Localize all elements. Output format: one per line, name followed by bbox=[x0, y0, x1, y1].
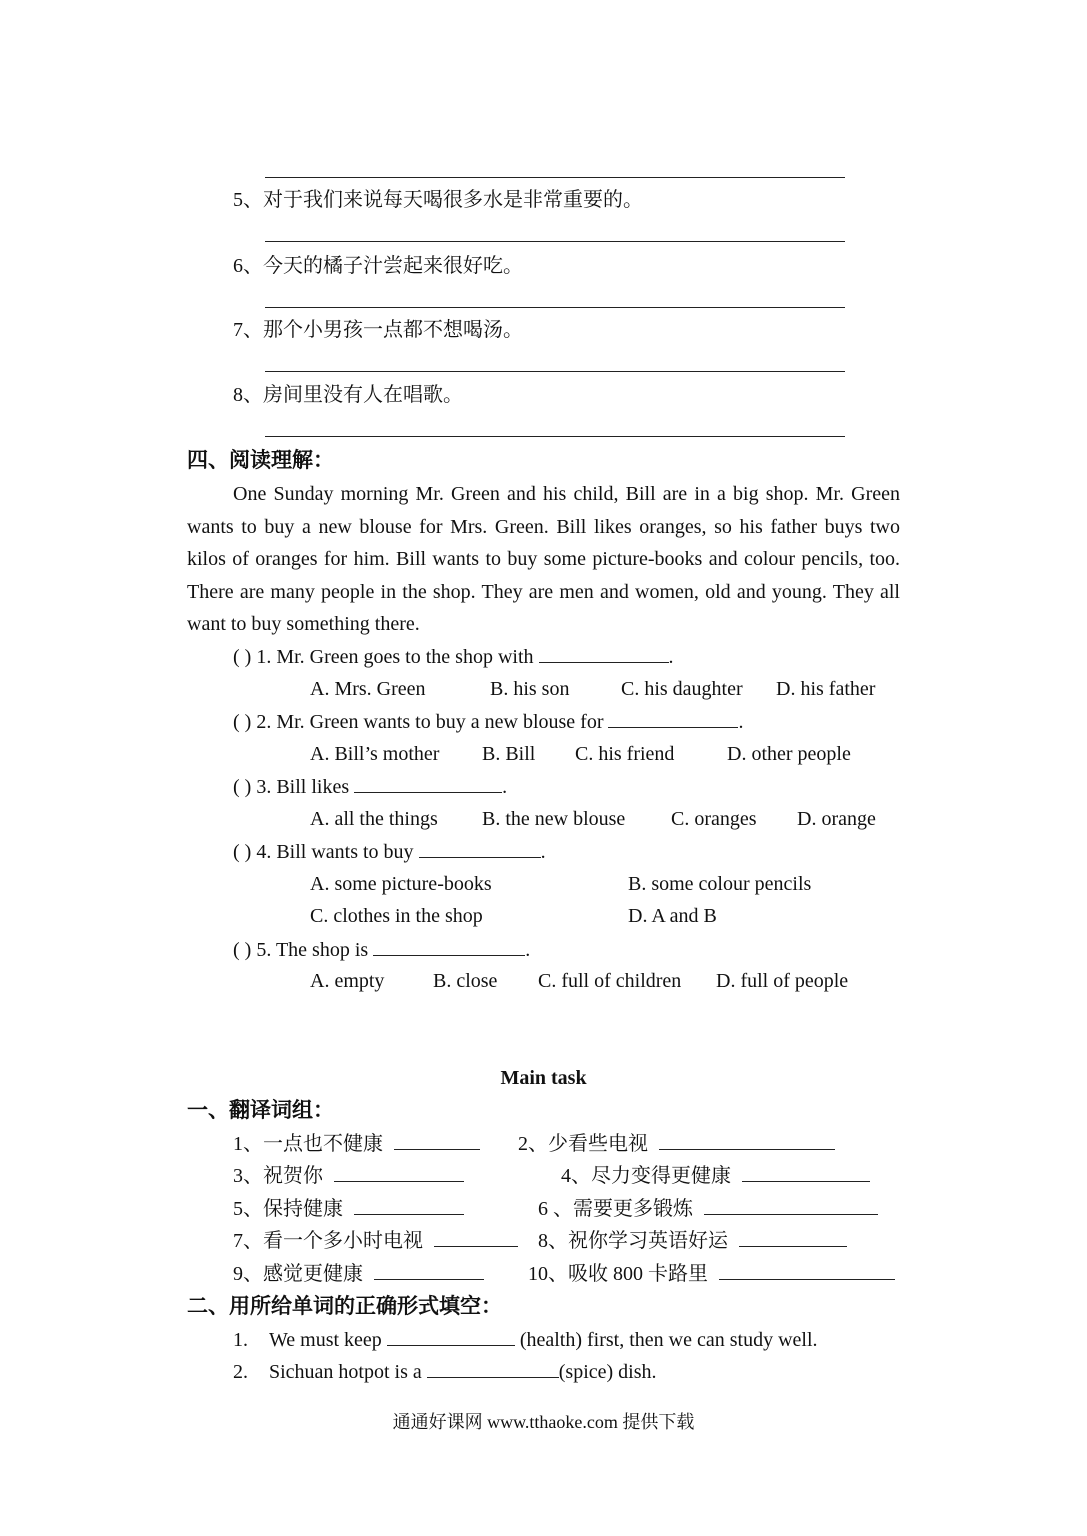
blank-line bbox=[704, 1196, 878, 1215]
phrase-text: 3、祝贺你 bbox=[233, 1165, 323, 1187]
option-3a: A. all the things bbox=[310, 808, 438, 830]
option-3b: B. the new blouse bbox=[482, 808, 626, 830]
item-number: 1. bbox=[233, 1329, 248, 1351]
option-1d: D. his father bbox=[776, 678, 876, 700]
blank-line bbox=[354, 1196, 464, 1215]
phrase-6 bbox=[538, 1196, 878, 1221]
phrase-8 bbox=[538, 1228, 847, 1253]
option-5d: D. full of people bbox=[716, 970, 849, 992]
item-text: Sichuan hotpot is a bbox=[269, 1361, 422, 1383]
option-4d: D. A and B bbox=[628, 905, 717, 927]
translation-item-6: 6、今天的橘子汁尝起来很好吃。 bbox=[233, 255, 523, 277]
phrase-3 bbox=[233, 1163, 464, 1188]
phrase-text: 6 、需要更多锻炼 bbox=[538, 1198, 693, 1220]
question-stem: 4. Bill wants to buy bbox=[256, 841, 414, 863]
item-number: 2. bbox=[233, 1361, 248, 1383]
blank-line bbox=[719, 1261, 895, 1280]
option-5c: C. full of children bbox=[538, 970, 682, 992]
reading-passage bbox=[187, 478, 900, 641]
blank-line bbox=[419, 839, 541, 858]
option-2c: C. his friend bbox=[575, 743, 675, 765]
phrase-7 bbox=[233, 1228, 518, 1253]
phrase-1 bbox=[233, 1131, 480, 1156]
question-4 bbox=[233, 839, 546, 864]
question-stem: 3. Bill likes bbox=[256, 776, 350, 798]
phrase-text: 10、吸收 800 卡路里 bbox=[528, 1263, 708, 1285]
phrase-2 bbox=[518, 1131, 835, 1156]
option-4a: A. some picture-books bbox=[310, 873, 492, 895]
passage-text: One Sunday morning Mr. Green and his child, Bill are in a big shop. Mr. Green wants to buy a new blouse for Mrs. Green. Bill likes oranges, so his father buys two kilos of oranges for him. Bill wants to buy some picture-books and colour pencils, too. There are many people in the shop. They are men and women, old and young. They all want to buy something there. bbox=[187, 483, 900, 636]
blank-line bbox=[608, 709, 738, 728]
section1-heading: 一、翻译词组： bbox=[187, 1098, 334, 1122]
translation-item-5: 5、对于我们来说每天喝很多水是非常重要的。 bbox=[233, 189, 643, 211]
option-5a: A. empty bbox=[310, 970, 385, 992]
answer-line bbox=[265, 436, 845, 437]
answer-line bbox=[265, 371, 845, 372]
answer-line bbox=[265, 307, 845, 308]
question-end: . bbox=[502, 776, 508, 798]
phrase-text: 9、感觉更健康 bbox=[233, 1263, 363, 1285]
phrase-9 bbox=[233, 1261, 484, 1286]
question-stem: 2. Mr. Green wants to buy a new blouse for bbox=[256, 711, 604, 733]
answer-bracket: ( ) bbox=[233, 711, 252, 733]
blank-line bbox=[373, 937, 525, 956]
item-text: (spice) dish. bbox=[558, 1361, 657, 1383]
answer-line bbox=[265, 177, 845, 178]
option-4b: B. some colour pencils bbox=[628, 873, 812, 895]
question-1 bbox=[233, 644, 674, 669]
answer-bracket: ( ) bbox=[233, 841, 252, 863]
fill-item-1 bbox=[233, 1327, 818, 1352]
blank-line bbox=[374, 1261, 484, 1280]
option-5b: B. close bbox=[433, 970, 498, 992]
main-task-title: Main task bbox=[500, 1067, 587, 1089]
phrase-10 bbox=[528, 1261, 895, 1286]
fill-item-2 bbox=[233, 1359, 657, 1384]
answer-bracket: ( ) bbox=[233, 776, 252, 798]
option-3d: D. orange bbox=[797, 808, 876, 830]
blank-line bbox=[334, 1163, 464, 1182]
answer-line bbox=[265, 241, 845, 242]
option-1b: B. his son bbox=[490, 678, 570, 700]
phrase-text: 4、尽力变得更健康 bbox=[561, 1165, 731, 1187]
footer-text: 通通好课网 www.tthaoke.com 提供下载 bbox=[392, 1412, 695, 1432]
answer-bracket: ( ) bbox=[233, 646, 252, 668]
blank-line bbox=[539, 644, 669, 663]
question-3 bbox=[233, 774, 507, 799]
item-text: (health) first, then we can study well. bbox=[519, 1329, 818, 1351]
question-end: . bbox=[525, 939, 531, 961]
question-end: . bbox=[738, 711, 744, 733]
question-2 bbox=[233, 709, 743, 734]
question-end: . bbox=[668, 646, 674, 668]
question-stem: 5. The shop is bbox=[256, 939, 369, 961]
question-end: . bbox=[540, 841, 546, 863]
blank-line bbox=[742, 1163, 870, 1182]
option-2b: B. Bill bbox=[482, 743, 536, 765]
item-text: We must keep bbox=[269, 1329, 382, 1351]
phrase-text: 5、保持健康 bbox=[233, 1198, 343, 1220]
phrase-text: 1、一点也不健康 bbox=[233, 1133, 383, 1155]
blank-line bbox=[659, 1131, 835, 1150]
phrase-text: 7、看一个多小时电视 bbox=[233, 1230, 423, 1252]
phrase-text: 8、祝你学习英语好运 bbox=[538, 1230, 728, 1252]
phrase-text: 2、少看些电视 bbox=[518, 1133, 648, 1155]
phrase-4 bbox=[561, 1163, 870, 1188]
option-1a: A. Mrs. Green bbox=[310, 678, 426, 700]
section2-heading: 二、用所给单词的正确形式填空： bbox=[187, 1294, 502, 1318]
blank-line bbox=[434, 1228, 518, 1247]
phrase-5 bbox=[233, 1196, 464, 1221]
blank-line bbox=[739, 1228, 847, 1247]
blank-line bbox=[354, 774, 502, 793]
translation-item-7: 7、那个小男孩一点都不想喝汤。 bbox=[233, 319, 523, 341]
question-5 bbox=[233, 937, 530, 962]
question-stem: 1. Mr. Green goes to the shop with bbox=[256, 646, 534, 668]
option-1c: C. his daughter bbox=[621, 678, 743, 700]
reading-heading: 四、阅读理解： bbox=[187, 448, 334, 472]
blank-line bbox=[427, 1359, 559, 1378]
option-2d: D. other people bbox=[727, 743, 851, 765]
option-2a: A. Bill’s mother bbox=[310, 743, 440, 765]
blank-line bbox=[387, 1327, 515, 1346]
option-4c: C. clothes in the shop bbox=[310, 905, 483, 927]
translation-item-8: 8、房间里没有人在唱歌。 bbox=[233, 384, 463, 406]
blank-line bbox=[394, 1131, 480, 1150]
option-3c: C. oranges bbox=[671, 808, 757, 830]
answer-bracket: ( ) bbox=[233, 939, 252, 961]
